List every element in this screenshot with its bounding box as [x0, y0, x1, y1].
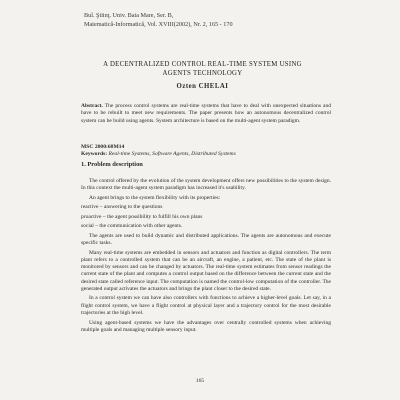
paragraph: In a control system we can have also controllers with functions to achieve a higher-level goals. Let say, in a flight control system, we have a flight control at physical layer and a trajectory control for the most desirable trajectories at the high level. [81, 295, 331, 317]
keywords: Real-time Systems, Software Agents, Distributed Systems [108, 151, 236, 158]
paragraph: An agent brings to the system flexibility with its properties: [89, 194, 221, 201]
list-item: reactive – answering to the questions [81, 204, 163, 211]
author-name: Ozten CHELAI [176, 83, 229, 90]
list-item: social – the communication with other agents. [81, 223, 183, 230]
paragraph: The control offered by the evolution of the system development offers new possibilities to the system design. In this context the multi-agent system paradigm has increased it's usability. [81, 178, 331, 192]
section-body [81, 178, 331, 336]
paper-title-line: A DECENTRALIZED CONTROL REAL-TIME SYSTEM USING [103, 61, 302, 68]
journal-header-line: Matematică-Informatică, Vol. XVIII(2002), Nr. 2, 165 - 170 [84, 21, 233, 28]
msc-code: MSC 2000:68M14 [81, 144, 125, 150]
abstract [81, 103, 331, 125]
paragraph: The agents are used to build dynamic and distributed applications. The agents are autonomous and execute specific tasks. [81, 232, 331, 247]
journal-header-line: Bul. Ştiinţ. Univ. Baia Mare, Ser. B, [84, 12, 174, 19]
paragraph: Many real-time systems are embedded in sensors and actuators and function as digital controllers. The term plant refers to a controlled system that can be an aircraft, an engine, a patient, etc. The state of the plant is monitored by sensors and can be changed by actuators. The real-time system estimates from sensor readings the current state of the plant and computes a control output based on the difference between the current state and the desired state called reference input. The computation is named the control-low computation of the controller. The generated output activates the actuators and brings the plant closer to the desired state. [81, 249, 331, 292]
page-number: 165 [195, 378, 205, 384]
section-heading: 1. Problem description [81, 161, 143, 168]
abstract-text: The process control systems are real-time systems that have to deal with unexpected situations and have to be rebuilt to meet new requirements. The paper presents how an autonomous decentralized control system can be build using agents. System architecture is based on the multi-agent system paradigm. [81, 103, 331, 124]
paper-title [60, 60, 345, 78]
abstract-label: Abstract. [81, 103, 103, 109]
journal-header [84, 11, 233, 29]
classification [81, 144, 331, 159]
list-item: proactive – the agent possibility to fulfill his own plans [81, 213, 203, 220]
paragraph: Using agent-based systems we have the advantages over centrally controlled systems when achieving multiple goals and managing multiple sensory input. [81, 319, 331, 333]
paper-title-line: AGENTS TECHNOLOGY [162, 70, 243, 77]
keywords-label: Keywords: [81, 151, 108, 158]
